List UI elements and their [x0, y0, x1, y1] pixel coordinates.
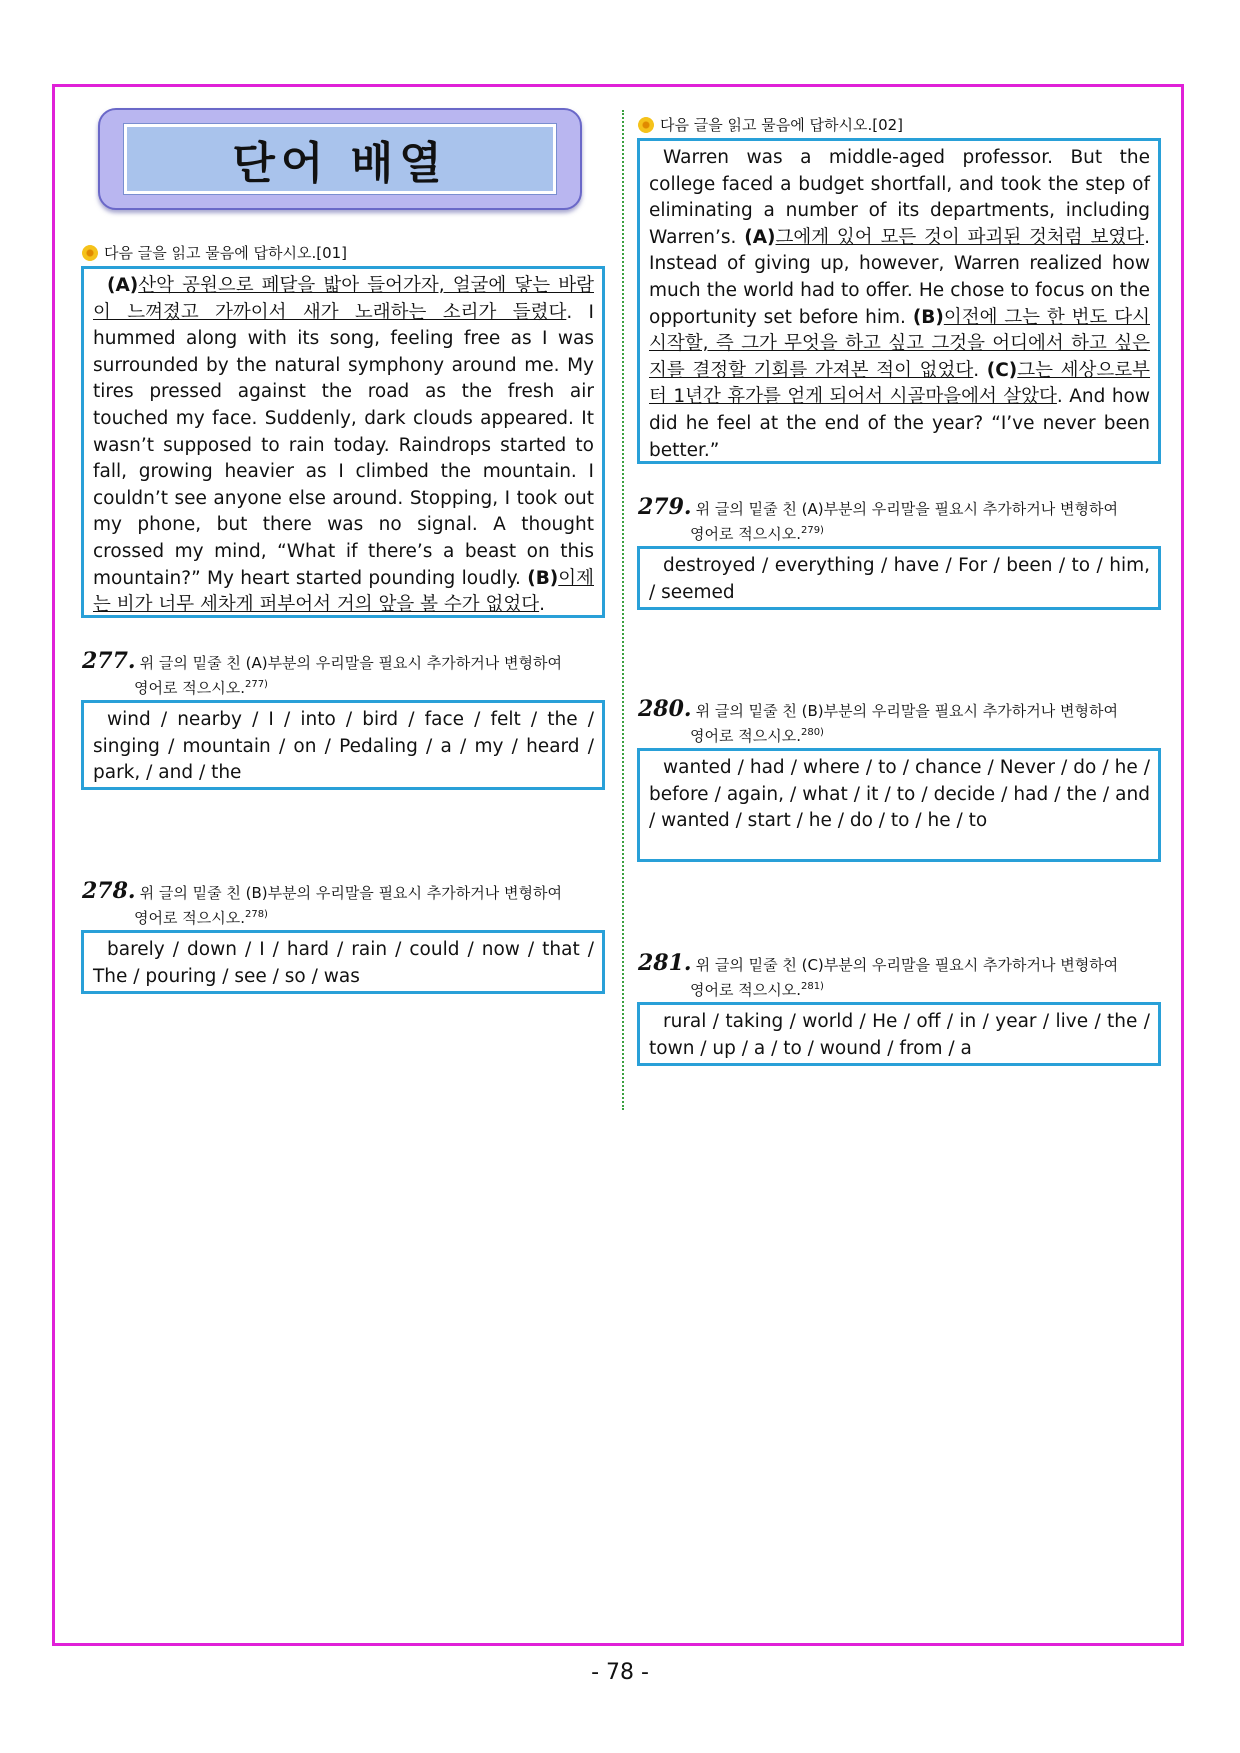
question-number: 279. — [638, 494, 692, 520]
word-bank: rural / taking / world / He / off / in / year / live / the / town / up / a / to / wound / from / a — [649, 1011, 1150, 1059]
word-bank: barely / down / I / hard / rain / could / now / that / The / pouring / see / so / was — [93, 939, 594, 987]
passage-intro: Warren was a middle-aged professor. But the college faced a budget shortfall, and took the step of eliminating a number of its departments, including Warren’s. — [649, 147, 1150, 248]
answer-box-280 — [637, 748, 1161, 862]
question-281 — [638, 952, 1168, 1001]
footnote-ref: 277) — [244, 679, 268, 690]
question-279 — [638, 496, 1168, 545]
question-text-2: 영어로 적으시오. — [690, 727, 801, 745]
question-text: 위 글의 밑줄 친 (A)부분의 우리말을 필요시 추가하거나 변형하여 — [139, 654, 562, 672]
passage-mid: . Instead of giving up, however, Warren realized how much the world had to offer. He chose to focus on the opportunity set before him. — [649, 226, 1150, 328]
left-passage-box — [81, 266, 605, 618]
left-passage — [93, 273, 594, 619]
underlined-c: 그는 세상으로부터 1년간 휴가를 얻게 되어서 시골마을에서 살았다 — [649, 359, 1151, 408]
question-278 — [82, 880, 612, 929]
passage-end: . And how did he feel at the end of the year? “I’ve never been better.” — [649, 386, 1150, 461]
question-text-2: 영어로 적으시오. — [134, 909, 245, 927]
title-banner — [98, 108, 582, 210]
word-bank: destroyed / everything / have / For / been / to / him, / seemed — [649, 555, 1150, 603]
underlined-a: 산악 공원으로 페달을 밟아 들어가자, 얼굴에 닿는 바람이 느껴졌고 가까이서 새가 노래하는 소리가 들렸다 — [93, 275, 594, 323]
question-number: 281. — [638, 950, 692, 976]
question-text-2: 영어로 적으시오. — [134, 679, 245, 697]
answer-box-277 — [81, 700, 605, 790]
right-passage — [649, 145, 1150, 464]
label-a: (A) — [107, 275, 139, 296]
left-instruction — [82, 242, 347, 263]
question-text-2: 영어로 적으시오. — [690, 981, 801, 999]
label-a: (A) — [744, 226, 776, 248]
question-280 — [638, 698, 1168, 747]
question-number: 277. — [82, 648, 136, 674]
answer-box-281 — [637, 1002, 1161, 1066]
question-number: 280. — [638, 696, 692, 722]
title-banner-inner — [124, 124, 556, 194]
passage-body: . I hummed along with its song, feeling free as I was surrounded by the natural symphony around me. My tires pressed against the road as the fresh air touched my face. Suddenly, dark clouds appeared. It wasn’t supposed to rain today. Raindrops started to fall, growing heavier as I climbed the mountain. I couldn’t see anyone else around. Stopping, I took out my phone, but there was no signal. A thought crossed my mind, “What if there’s a beast on this mountain?” My heart started pounding loudly. — [93, 301, 595, 589]
question-number: 278. — [82, 878, 136, 904]
question-text-2: 영어로 적으시오. — [690, 525, 801, 543]
left-instruction-text: 다음 글을 읽고 물음에 답하시오.[01] — [104, 244, 348, 262]
flower-icon — [638, 117, 654, 133]
passage-mid2: . — [973, 359, 987, 381]
underlined-b: 이제는 비가 너무 세차게 퍼부어서 거의 앞을 볼 수가 없었다 — [93, 567, 594, 616]
underlined-b: 이전에 그는 한 번도 다시 시작할, 즉 그가 무엇을 하고 싶고 그것을 어디에서 하고 싶은지를 결정할 기회를 가져본 적이 없었다 — [649, 306, 1150, 381]
flower-icon — [82, 245, 98, 261]
page-title: 단어 배열 — [232, 138, 448, 189]
page-number: - 78 - — [591, 1660, 649, 1685]
underlined-a: 그에게 있어 모든 것이 파괴된 것처럼 보였다 — [775, 226, 1145, 248]
footnote-ref: 278) — [244, 909, 268, 920]
passage-end: . — [539, 594, 545, 616]
question-text: 위 글의 밑줄 친 (B)부분의 우리말을 필요시 추가하거나 변형하여 — [139, 884, 562, 902]
label-b: (B) — [912, 306, 944, 328]
footnote-ref: 280) — [800, 727, 824, 738]
column-divider — [622, 110, 624, 1110]
footnote-ref: 281) — [800, 981, 824, 992]
right-instruction-text: 다음 글을 읽고 물음에 답하시오.[02] — [660, 116, 904, 134]
word-bank: wind / nearby / I / into / bird / face / felt / the / singing / mountain / on / Pedaling / a / my / heard / park, / and / the — [93, 709, 594, 784]
footnote-ref: 279) — [800, 525, 824, 536]
label-c: (C) — [986, 359, 1018, 381]
question-277 — [82, 650, 612, 699]
label-b: (B) — [527, 567, 559, 589]
answer-box-278 — [81, 930, 605, 994]
question-text: 위 글의 밑줄 친 (A)부분의 우리말을 필요시 추가하거나 변형하여 — [695, 500, 1118, 518]
question-text: 위 글의 밑줄 친 (C)부분의 우리말을 필요시 추가하거나 변형하여 — [695, 956, 1119, 974]
right-passage-box — [637, 138, 1161, 464]
question-text: 위 글의 밑줄 친 (B)부분의 우리말을 필요시 추가하거나 변형하여 — [695, 702, 1118, 720]
answer-box-279 — [637, 546, 1161, 610]
word-bank: wanted / had / where / to / chance / Never / do / he / before / again, / what / it / to / decide / had / the / and / wanted / start / he / do / to / he / to — [649, 757, 1150, 832]
right-instruction — [638, 114, 903, 135]
